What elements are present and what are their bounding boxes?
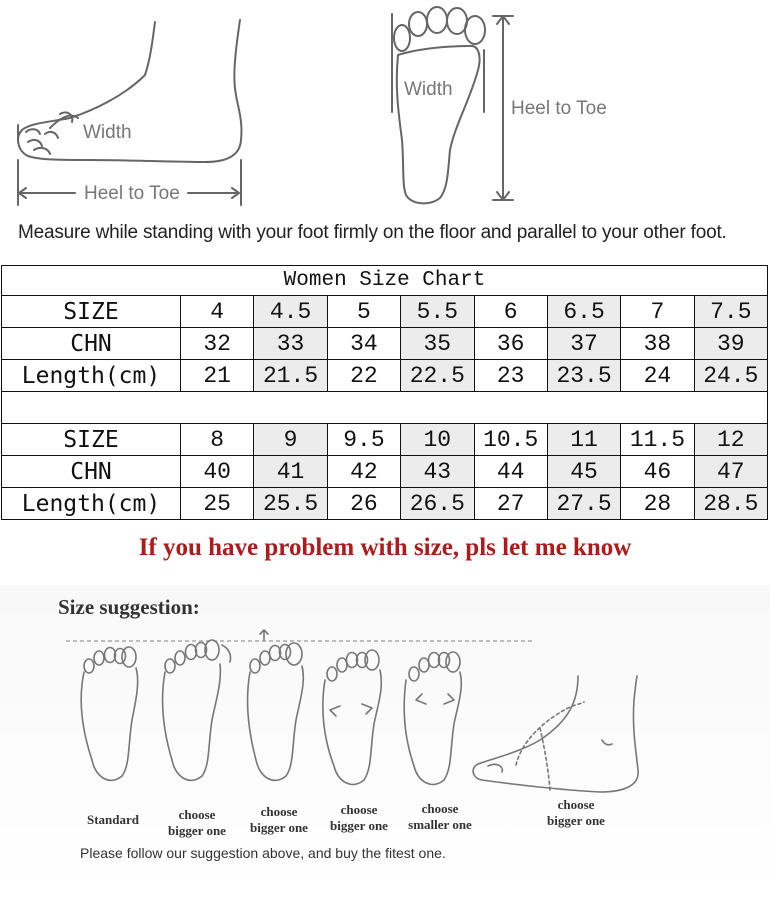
cell-length: 21.5 <box>254 360 327 392</box>
row-label-chn: CHN <box>2 328 181 360</box>
cell-chn: 45 <box>547 456 620 488</box>
size-problem-notice: If you have problem with size, pls let me know <box>138 534 632 561</box>
caption-line: bigger one <box>547 813 605 828</box>
cell-length: 23.5 <box>547 360 620 392</box>
suggestion-footer: Please follow our suggestion above, and buy the fitest one. <box>80 845 446 861</box>
cell-size: 6.5 <box>547 296 620 328</box>
caption-line: smaller one <box>408 817 472 832</box>
cell-size: 12 <box>694 424 767 456</box>
foot-standard-icon <box>81 647 137 780</box>
caption-line: bigger one <box>168 823 226 838</box>
cell-chn: 41 <box>254 456 327 488</box>
cell-chn: 32 <box>181 328 254 360</box>
row-label-size: SIZE <box>2 424 181 456</box>
cell-length: 24 <box>621 360 694 392</box>
cell-chn: 37 <box>547 328 620 360</box>
caption-line: bigger one <box>330 818 388 833</box>
foot-side-bigger-one-icon <box>473 676 638 792</box>
cell-size: 10 <box>401 424 474 456</box>
cell-size: 8 <box>181 424 254 456</box>
cell-length: 21 <box>181 360 254 392</box>
caption-line: Standard <box>86 812 140 827</box>
cell-length: 23 <box>474 360 547 392</box>
side-width-label: Width <box>83 122 132 143</box>
cell-chn: 40 <box>181 456 254 488</box>
cell-length: 22 <box>327 360 400 392</box>
cell-length: 22.5 <box>401 360 474 392</box>
caption-bigger-2 <box>242 804 316 836</box>
cell-length: 24.5 <box>694 360 767 392</box>
cell-size: 11 <box>547 424 620 456</box>
cell-size: 6 <box>474 296 547 328</box>
cell-chn: 36 <box>474 328 547 360</box>
row-label-chn: CHN <box>2 456 181 488</box>
cell-length: 25 <box>181 488 254 520</box>
cell-size: 10.5 <box>474 424 547 456</box>
cell-size: 9 <box>254 424 327 456</box>
cell-length: 26 <box>327 488 400 520</box>
side-length-label: Heel to Toe <box>84 183 180 204</box>
caption-line: bigger one <box>250 820 308 835</box>
cell-chn: 44 <box>474 456 547 488</box>
cell-length: 25.5 <box>254 488 327 520</box>
caption-line: choose <box>421 801 459 816</box>
cell-chn: 47 <box>694 456 767 488</box>
measure-instruction: Measure while standing with your foot firmly on the floor and parallel to your other foot. <box>18 222 727 243</box>
size-suggestion-title: Size suggestion: <box>58 595 200 619</box>
cell-size: 9.5 <box>327 424 400 456</box>
cell-length: 28.5 <box>694 488 767 520</box>
caption-line: choose <box>260 804 298 819</box>
caption-bigger-1 <box>160 807 234 839</box>
cell-size: 7 <box>621 296 694 328</box>
caption-standard <box>80 812 146 828</box>
caption-line: choose <box>340 802 378 817</box>
cell-chn: 42 <box>327 456 400 488</box>
foot-bigger-one-icon <box>163 640 231 780</box>
cell-size: 4 <box>181 296 254 328</box>
row-label-length: Length(cm) <box>2 360 181 392</box>
cell-length: 26.5 <box>401 488 474 520</box>
cell-size: 5 <box>327 296 400 328</box>
top-length-label: Heel to Toe <box>511 98 607 119</box>
cell-chn: 34 <box>327 328 400 360</box>
cell-chn: 33 <box>254 328 327 360</box>
top-width-label: Width <box>404 79 453 100</box>
cell-length: 27.5 <box>547 488 620 520</box>
cell-length: 28 <box>621 488 694 520</box>
size-chart-title: Women Size Chart <box>2 266 768 296</box>
foot-smaller-one-icon <box>404 652 461 784</box>
cell-size: 11.5 <box>621 424 694 456</box>
cell-chn: 43 <box>401 456 474 488</box>
row-label-size: SIZE <box>2 296 181 328</box>
cell-size: 7.5 <box>694 296 767 328</box>
cell-length: 27 <box>474 488 547 520</box>
row-label-length: Length(cm) <box>2 488 181 520</box>
cell-size: 5.5 <box>401 296 474 328</box>
caption-line: choose <box>557 797 595 812</box>
caption-line: choose <box>178 807 216 822</box>
caption-bigger-side <box>536 797 616 829</box>
cell-size: 4.5 <box>254 296 327 328</box>
caption-smaller <box>400 801 480 833</box>
cell-chn: 39 <box>694 328 767 360</box>
foot-bigger-one-icon <box>323 650 381 784</box>
caption-bigger-3 <box>322 802 396 834</box>
cell-chn: 46 <box>621 456 694 488</box>
cell-chn: 35 <box>401 328 474 360</box>
foot-bigger-one-icon <box>248 630 304 780</box>
cell-chn: 38 <box>621 328 694 360</box>
